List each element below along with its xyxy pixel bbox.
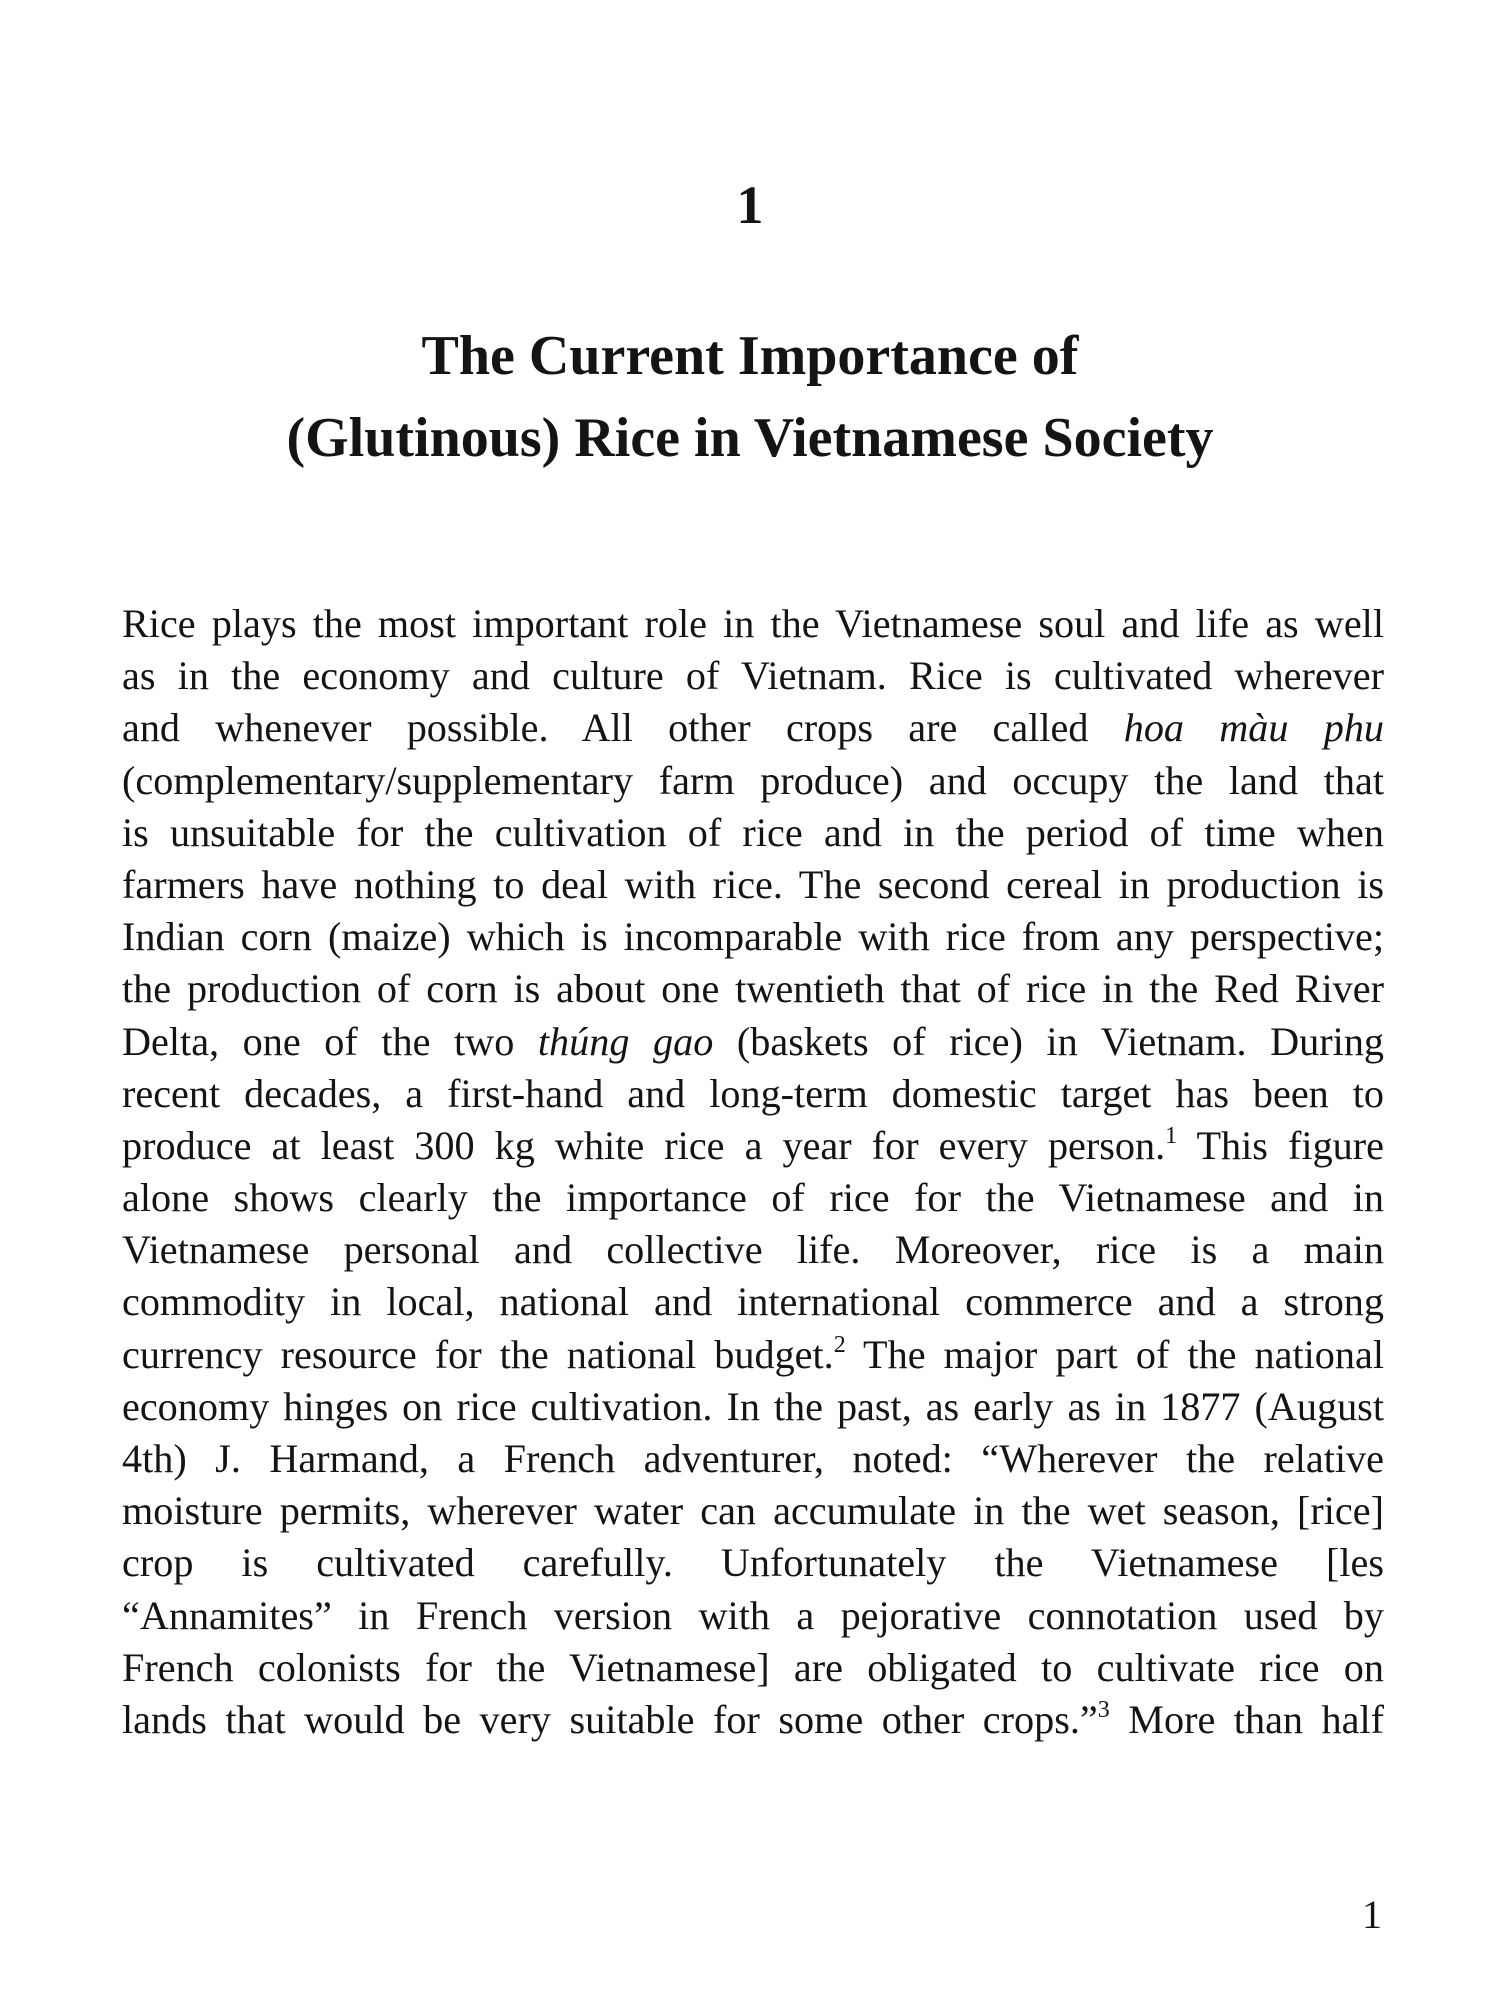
paragraph-line: French colonists for the Vietnamese] are obligated to cultivate rice on xyxy=(122,1644,1384,1690)
italic-term-thung-gao: thúng gao xyxy=(537,1018,714,1064)
paragraph-line: recent decades, a first-hand and long-term domestic target has been to xyxy=(122,1070,1384,1116)
paragraph-line: the production of corn is about one twentieth that of rice in the Red River xyxy=(122,966,1384,1012)
paragraph-line: economy hinges on rice cultivation. In the past, as early as in 1877 (August xyxy=(122,1383,1384,1429)
paragraph-line: (complementary/supplementary farm produce) and occupy the land that xyxy=(122,757,1384,803)
paragraph-line: as in the economy and culture of Vietnam. Rice is cultivated wherever xyxy=(122,653,1384,699)
footnote-ref-2[interactable]: 2 xyxy=(833,1331,846,1358)
paragraph-line: Vietnamese personal and collective life. Moreover, rice is a main xyxy=(122,1227,1384,1273)
italic-term-hoa-mau-phu: hoa màu phu xyxy=(1123,705,1385,751)
line-text: lands that would be very suitable for some other crops.” xyxy=(122,1696,1098,1742)
paragraph-line xyxy=(122,702,1384,754)
line-text: Delta, one of the two xyxy=(122,1018,538,1064)
footnote-ref-1[interactable]: 1 xyxy=(1165,1122,1178,1149)
body-paragraph xyxy=(122,598,1384,1746)
line-text: More than half xyxy=(1109,1696,1384,1742)
paragraph-line: “Annamites” in French version with a pejorative connotation used by xyxy=(122,1592,1384,1638)
paragraph-line: alone shows clearly the importance of rice for the Vietnamese and in xyxy=(122,1175,1384,1221)
footnote-ref-3[interactable]: 3 xyxy=(1097,1696,1110,1723)
paragraph-line: is unsuitable for the cultivation of rice and in the period of time when xyxy=(122,809,1384,855)
paragraph-line: moisture permits, wherever water can accumulate in the wet season, [rice] xyxy=(122,1488,1384,1534)
paragraph-line xyxy=(122,1329,1384,1381)
paragraph-line: crop is cultivated carefully. Unfortunately the Vietnamese [les xyxy=(122,1540,1384,1586)
paragraph-line: commodity in local, national and international commerce and a strong xyxy=(122,1279,1384,1325)
paragraph-line xyxy=(122,1120,1384,1172)
paragraph-line: Indian corn (maize) which is incomparable with rice from any perspective; xyxy=(122,914,1384,960)
line-text: This figure xyxy=(1177,1122,1384,1168)
paragraph-line xyxy=(122,1016,1384,1068)
line-text: currency resource for the national budget. xyxy=(122,1331,834,1377)
paragraph-line xyxy=(122,1694,1384,1746)
chapter-number: 1 xyxy=(736,175,764,235)
line-text: (baskets of rice) in Vietnam. During xyxy=(713,1018,1385,1064)
chapter-title-line-2: (Glutinous) Rice in Vietnamese Society xyxy=(286,407,1214,469)
paragraph-line: Rice plays the most important role in the Vietnamese soul and life as well xyxy=(122,601,1384,646)
paragraph-line: farmers have nothing to deal with rice. The second cereal in production is xyxy=(122,861,1384,907)
chapter-title xyxy=(0,315,1500,479)
paragraph-line: 4th) J. Harmand, a French adventurer, noted: “Wherever the relative xyxy=(122,1436,1384,1481)
chapter-title-line-1: The Current Importance of xyxy=(421,325,1079,387)
line-text: The major part of the national xyxy=(845,1331,1385,1377)
line-text: produce at least 300 kg white rice a year for every person. xyxy=(122,1122,1166,1168)
page-number: 1 xyxy=(1362,1892,1382,1937)
line-text: and whenever possible. All other crops are called xyxy=(122,705,1124,751)
